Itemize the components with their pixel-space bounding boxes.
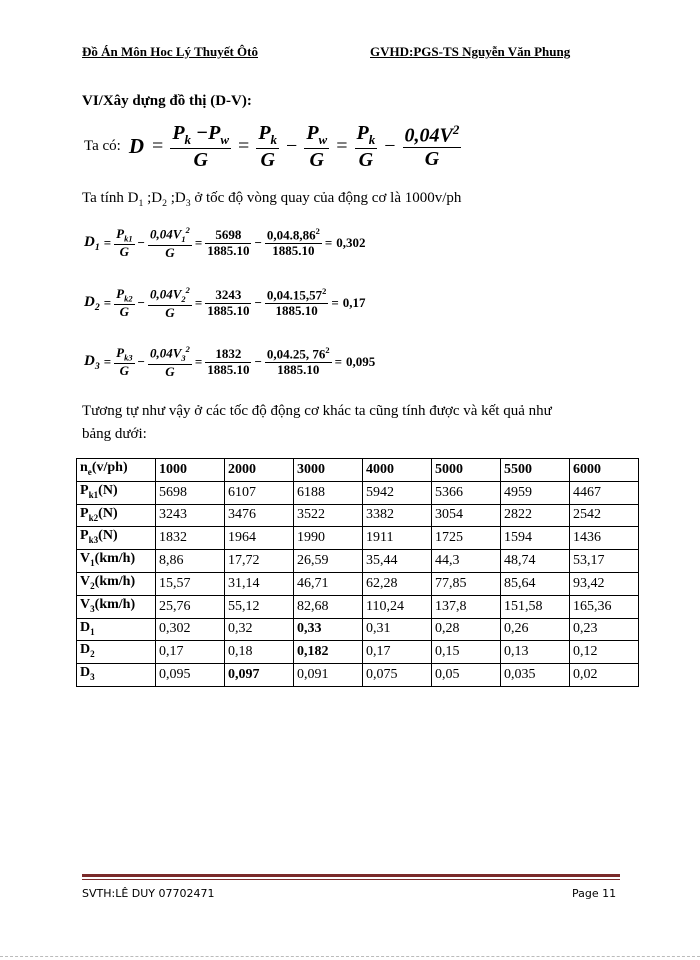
table-cell: 93,42 — [570, 572, 639, 595]
fraction-drag-over-g: $\frac{0,04V^2}{G}$ — [404, 121, 460, 171]
page-edge — [0, 956, 700, 957]
table-cell: 3243 — [156, 504, 225, 527]
row-header: $n_e(v/ph)$ — [77, 459, 156, 482]
header-course-title: Đồ Án Môn Hoc Lý Thuyết Ôtô — [82, 44, 258, 59]
table-cell: 0,05 — [432, 664, 501, 687]
table-cell: 1832 — [156, 527, 225, 550]
table-cell: 15,57 — [156, 572, 225, 595]
table-cell: 151,58 — [501, 595, 570, 618]
equals-sign: = — [238, 135, 250, 158]
d3-equation: $D_3$ = $\frac{P_{k3}}{G}$ − $\frac{0,04V_3^2}{G}$ = $\frac{1832}{1885.10}$ − $\frac{0,04.25, 76^2}{1885.10}$ = 0,095 — [84, 344, 376, 379]
table-cell: 17,72 — [225, 550, 294, 573]
table-cell: 0,17 — [156, 641, 225, 664]
footer-student: SVTH:LÊ DUY 07702471 — [82, 887, 215, 900]
table-cell: 3054 — [432, 504, 501, 527]
table-cell: 0,02 — [570, 664, 639, 687]
footer-rule-thin — [82, 879, 620, 880]
table-cell: 4467 — [570, 481, 639, 504]
table-cell: 165,36 — [570, 595, 639, 618]
table-cell: 1990 — [294, 527, 363, 550]
table-row — [77, 664, 639, 687]
table-cell: 53,17 — [570, 550, 639, 573]
table-cell: 77,85 — [432, 572, 501, 595]
table-cell: 0,095 — [156, 664, 225, 687]
table-cell: 8,86 — [156, 550, 225, 573]
table-cell: 0,23 — [570, 618, 639, 641]
fraction-pk-over-g-2: $\frac{P_k}{G}$ — [356, 122, 376, 171]
table-row — [77, 595, 639, 618]
table-cell: 5366 — [432, 481, 501, 504]
table-cell: 0,28 — [432, 618, 501, 641]
table-cell: 6188 — [294, 481, 363, 504]
table-cell: 0,17 — [363, 641, 432, 664]
table-cell: 0,26 — [501, 618, 570, 641]
fraction-pw-over-g: $\frac{P_w}{G}$ — [306, 122, 328, 171]
header-supervisor: GVHD:PGS-TS Nguyễn Văn Phung — [370, 44, 571, 59]
table-row — [77, 527, 639, 550]
row-header: $V_1(km/h)$ — [77, 550, 156, 573]
table-cell: 2822 — [501, 504, 570, 527]
table-cell: 0,13 — [501, 641, 570, 664]
table-row — [77, 550, 639, 573]
table-cell: 62,28 — [363, 572, 432, 595]
table-cell: 0,302 — [156, 618, 225, 641]
table-cell: 2542 — [570, 504, 639, 527]
table-cell: 5000 — [432, 459, 501, 482]
d1-result: 0,302 — [336, 235, 366, 251]
footer-page-number: Page 11 — [572, 887, 617, 900]
main-formula — [82, 122, 462, 172]
table-cell: 26,59 — [294, 550, 363, 573]
table-cell: 6107 — [225, 481, 294, 504]
fraction-pk-over-g: $\frac{P_k}{G}$ — [258, 122, 278, 171]
table-row — [77, 572, 639, 595]
table-cell: 25,76 — [156, 595, 225, 618]
table-cell: 110,24 — [363, 595, 432, 618]
d2-result: 0,17 — [342, 295, 366, 311]
row-header: $P_{k3}(N)$ — [77, 527, 156, 550]
table-cell: 48,74 — [501, 550, 570, 573]
calc-sentence: Ta tính $D_1$ $;D_2$ $;D_3$ ở tốc độ vòng quay của động cơ là 1000v/ph — [82, 190, 462, 209]
table-cell: 0,097 — [225, 664, 294, 687]
table-cell: 0,18 — [225, 641, 294, 664]
table-row — [77, 481, 639, 504]
table-cell: 0,075 — [363, 664, 432, 687]
table-cell: 1000 — [156, 459, 225, 482]
row-header: $D_1$ — [77, 618, 156, 641]
table-row — [77, 504, 639, 527]
minus-sign: − — [384, 135, 396, 158]
row-header: $D_2$ — [77, 641, 156, 664]
table-cell: 5942 — [363, 481, 432, 504]
table-row — [77, 641, 639, 664]
paragraph-line-1: Tương tự như vậy ở các tốc độ động cơ khác ta cũng tính được và kết quả như — [82, 403, 552, 419]
intro-text: Ta có: — [84, 138, 121, 155]
row-header: $V_2(km/h)$ — [77, 572, 156, 595]
d3-result: 0,095 — [346, 354, 376, 370]
table-cell: 137,8 — [432, 595, 501, 618]
table-cell: 0,091 — [294, 664, 363, 687]
table-cell: 31,14 — [225, 572, 294, 595]
results-table — [76, 458, 639, 687]
table-cell: 2000 — [225, 459, 294, 482]
table-cell: 3476 — [225, 504, 294, 527]
table-cell: 0,182 — [294, 641, 363, 664]
table-cell: 3522 — [294, 504, 363, 527]
table-cell: 85,64 — [501, 572, 570, 595]
table-cell: 35,44 — [363, 550, 432, 573]
footer-rule — [82, 874, 620, 877]
equals-sign: = — [336, 135, 348, 158]
table-cell: 3382 — [363, 504, 432, 527]
table-cell: 0,035 — [501, 664, 570, 687]
table-cell: 46,71 — [294, 572, 363, 595]
table-cell: 3000 — [294, 459, 363, 482]
table-cell: 4959 — [501, 481, 570, 504]
paragraph-line-2: bảng dưới: — [82, 426, 147, 442]
d1-equation: $D_1$ = $\frac{P_{k1}}{G}$ − $\frac{0,04V_1^2}{G}$ = $\frac{5698}{1885.10}$ − $\frac{0,04.8,86^2}{1885.10}$ = 0,302 — [84, 225, 366, 260]
table-row — [77, 459, 639, 482]
minus-sign: − — [286, 135, 298, 158]
fraction-pk-minus-pw: $\frac{P_k -P_w}{G}$ — [172, 122, 230, 171]
table-cell: 82,68 — [294, 595, 363, 618]
section-title: VI/Xây dựng đồ thị (D-V): — [82, 93, 252, 109]
equals-sign: = — [152, 135, 164, 158]
table-cell: 0,32 — [225, 618, 294, 641]
table-cell: 4000 — [363, 459, 432, 482]
row-header: $D_3$ — [77, 664, 156, 687]
table-cell: 1725 — [432, 527, 501, 550]
table-cell: 44,3 — [432, 550, 501, 573]
table-row — [77, 618, 639, 641]
table-cell: 5698 — [156, 481, 225, 504]
row-header: $P_{k1}(N)$ — [77, 481, 156, 504]
table-cell: 6000 — [570, 459, 639, 482]
table-cell: 0,12 — [570, 641, 639, 664]
table-cell: 1964 — [225, 527, 294, 550]
table-cell: 1911 — [363, 527, 432, 550]
table-cell: 1594 — [501, 527, 570, 550]
table-cell: 0,33 — [294, 618, 363, 641]
table-cell: 0,15 — [432, 641, 501, 664]
table-cell: 5500 — [501, 459, 570, 482]
d2-equation: $D_2$ = $\frac{P_{k2}}{G}$ − $\frac{0,04V_2^2}{G}$ = $\frac{3243}{1885.10}$ − $\frac{0,04.15,57^2}{1885.10}$ = 0,17 — [84, 285, 366, 320]
table-cell: 55,12 — [225, 595, 294, 618]
table-cell: 0,31 — [363, 618, 432, 641]
table-cell: 1436 — [570, 527, 639, 550]
row-header: $P_{k2}(N)$ — [77, 504, 156, 527]
row-header: $V_3(km/h)$ — [77, 595, 156, 618]
formula-D: D — [128, 134, 145, 159]
